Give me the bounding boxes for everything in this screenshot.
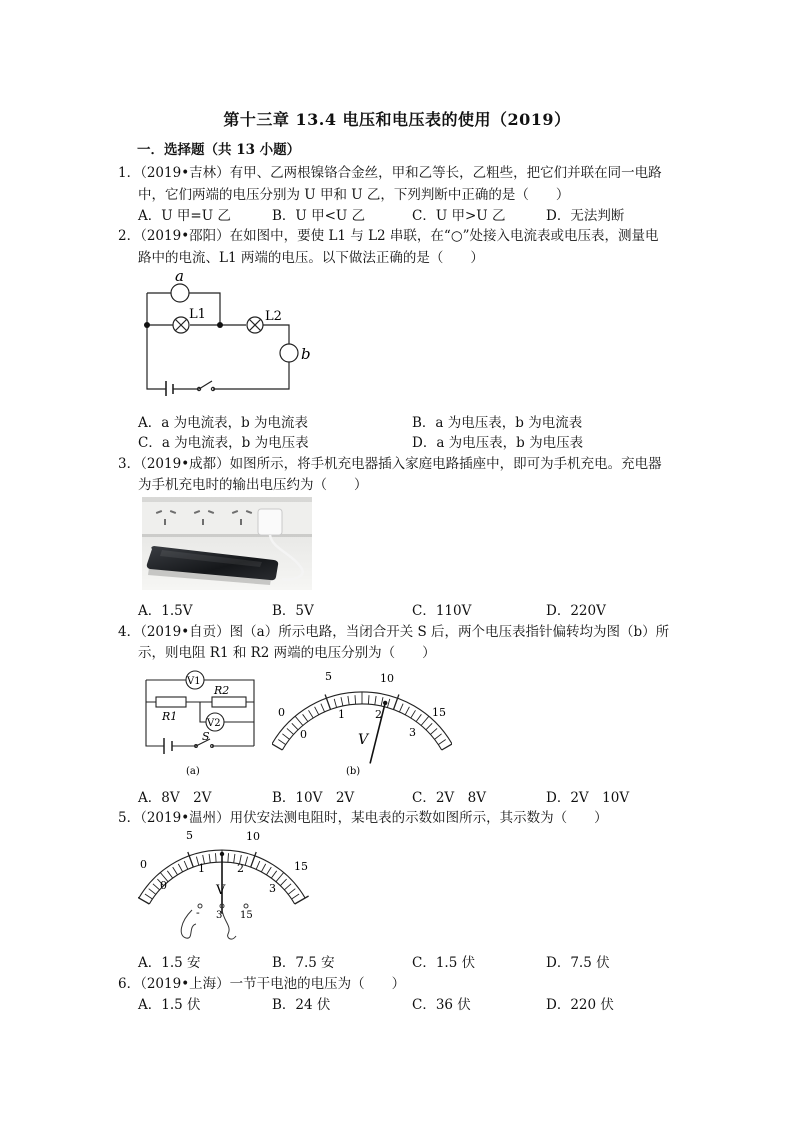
- q6-option-c: C．36 伏: [412, 997, 471, 1013]
- q1-option-c: C．U 甲>U 乙: [412, 208, 506, 224]
- dial5-top-10: 10: [246, 830, 260, 843]
- dial-tick: [292, 894, 300, 899]
- dial5-top-15: 15: [294, 860, 308, 873]
- dial-tick: [416, 714, 421, 721]
- label-r1: R1: [162, 710, 178, 723]
- q5-line1: 5．（2019•温州）用伏安法测电阻时，某电表的示数如图所示，其示数为（ ）: [118, 810, 608, 826]
- q1-option-d: D．无法判断: [546, 208, 625, 224]
- q4-voltmeter-dial-b: [272, 666, 452, 782]
- q3-line2: 为手机充电时的输出电压约为（ ）: [138, 477, 368, 493]
- dial5-top-5: 5: [186, 829, 193, 842]
- battery-icon: [164, 738, 172, 754]
- dial-tick: [435, 734, 442, 740]
- dial-tick: [272, 742, 282, 750]
- dial-tick: [271, 871, 276, 878]
- dial-b-bottom-2: 2: [375, 708, 382, 721]
- junction-dot: [217, 322, 223, 328]
- terminal-15-label: 15: [240, 910, 253, 921]
- junction-dot: [144, 322, 150, 328]
- dial-b-unit: V: [358, 732, 369, 748]
- label-s: S: [202, 730, 210, 743]
- dial-tick: [399, 704, 403, 712]
- dial-needle-tip: [220, 852, 224, 856]
- dial-tick: [321, 704, 325, 712]
- dial-tick: [153, 884, 160, 890]
- q2-option-a: A．a 为电流表，b 为电流表: [138, 415, 309, 431]
- dial-tick: [167, 871, 172, 878]
- q1-line2: 中，它们两端的电压分别为 U 甲和 U 乙，下列判断中正确的是（ ）: [138, 187, 570, 203]
- dial-tick: [282, 734, 289, 740]
- dial-tick: [278, 740, 285, 745]
- dial-tick: [284, 884, 291, 890]
- q4-circuit-a: [142, 666, 262, 782]
- dial-tick: [292, 723, 298, 730]
- dial5-bottom-2: 2: [237, 862, 244, 875]
- dial5-bottom-1: 1: [198, 862, 205, 875]
- dial-tick: [245, 857, 247, 866]
- dial-tick: [411, 710, 416, 718]
- dial5-unit: V: [216, 883, 226, 898]
- dial-tick: [228, 853, 229, 862]
- q3-option-b: B．5V: [272, 603, 314, 619]
- dial5-top-0: 0: [140, 858, 147, 871]
- label-v1: V1: [187, 676, 201, 687]
- page-title: 第十三章 13.4 电压和电压表的使用（2019）: [223, 110, 571, 129]
- dial-tick: [295, 716, 303, 725]
- q6-option-d: D．220 伏: [546, 997, 614, 1013]
- q3-option-c: C．110V: [412, 603, 472, 619]
- dial-tick: [405, 707, 409, 715]
- q2-option-d: D．a 为电压表，b 为电压表: [412, 435, 584, 451]
- label-l2: L2: [265, 309, 282, 324]
- meter-a-circle: [171, 284, 189, 302]
- q4-line2: 示，则电阻 R1 和 R2 两端的电压分别为（ ）: [138, 645, 436, 661]
- wire: [173, 362, 289, 389]
- q6-option-b: B．24 伏: [272, 997, 331, 1013]
- dial-tick: [288, 889, 295, 895]
- resistor-r1: [156, 697, 186, 707]
- q2-option-b: B．a 为电压表，b 为电流表: [412, 415, 583, 431]
- lead-wire: [222, 910, 236, 939]
- label-a: a: [175, 268, 184, 285]
- caption-b: (b): [346, 766, 361, 777]
- q5-option-c: C．1.5 伏: [412, 955, 476, 971]
- lead-wire: [181, 910, 196, 938]
- lamp-l2-cross: [249, 319, 261, 331]
- q5-option-b: B．7.5 安: [272, 955, 335, 971]
- wire: [147, 325, 289, 344]
- label-r2: R2: [214, 684, 230, 697]
- dial-tick: [216, 853, 217, 862]
- q2-line2: 路中的电流、L1 两端的电压。以下做法正确的是（ ）: [138, 250, 484, 266]
- dial-tick: [355, 695, 356, 704]
- q4-option-a: A．8V 2V: [138, 790, 212, 806]
- meter-b-circle: [280, 344, 298, 362]
- dial-tick: [421, 716, 429, 725]
- dial-tick: [381, 697, 383, 706]
- dial-tick: [309, 710, 314, 718]
- dial-tick: [368, 695, 369, 704]
- terminal-3-label: 3: [216, 910, 223, 921]
- resistor-r2: [212, 697, 246, 707]
- dial5-bottom-0: 0: [160, 879, 167, 892]
- q6-option-a: A．1.5 伏: [138, 997, 201, 1013]
- q2-line1: 2．（2019•邵阳）在如图中，要使 L1 与 L2 串联，在“○”处接入电流表或电压表，测量电: [118, 228, 659, 244]
- dial-b-top-10: 10: [380, 672, 394, 685]
- lamp-l1-cross: [175, 319, 187, 331]
- dial-b-top-0: 0: [278, 706, 285, 719]
- q4-option-c: C．2V 8V: [412, 790, 487, 806]
- dial-tick: [442, 742, 452, 750]
- dial-tick: [267, 867, 272, 875]
- dial-tick: [209, 854, 210, 863]
- dial-tick: [149, 889, 156, 895]
- dial-tick: [426, 723, 432, 730]
- label-b: b: [301, 345, 311, 363]
- power-strip: [142, 502, 312, 534]
- dial-tick: [375, 696, 376, 705]
- dial-tick: [173, 867, 178, 875]
- dial-tick: [256, 861, 260, 869]
- q3-option-a: A．1.5V: [138, 603, 193, 619]
- q5-option-a: A．1.5 安: [138, 955, 201, 971]
- q6-line1: 6．（2019•上海）一节干电池的电压为（ ）: [118, 976, 406, 992]
- q4-option-d: D．2V 10V: [546, 790, 630, 806]
- q2-option-c: C．a 为电流表，b 为电压表: [138, 435, 309, 451]
- dial-needle-tip: [383, 701, 387, 705]
- dial-tick: [348, 696, 349, 705]
- q3-option-d: D．220V: [546, 603, 606, 619]
- wire: [147, 293, 166, 389]
- dial-tick: [287, 728, 294, 734]
- q2-circuit-diagram: [138, 268, 318, 396]
- section-heading: 一．选择题（共 13 小题）: [137, 142, 301, 158]
- dial-tick: [315, 707, 319, 715]
- switch-blade: [199, 381, 212, 389]
- dial-tick: [280, 879, 286, 886]
- dial-b-top-15: 15: [432, 706, 446, 719]
- battery-icon: [166, 381, 173, 396]
- dial-b-bottom-1: 1: [338, 708, 345, 721]
- wire: [147, 293, 220, 325]
- phone-charger-photo: [142, 497, 312, 590]
- charger-brick: [258, 509, 282, 535]
- dial-tick: [261, 864, 265, 872]
- q4-line1: 4．（2019•自贡）图（a）所示电路，当闭合开关 S 后，两个电压表指针偏转均为图（b）所: [118, 624, 670, 640]
- q5-voltmeter-dial: [138, 826, 318, 944]
- dial-tick: [184, 861, 188, 869]
- dial-tick: [438, 740, 445, 745]
- q1-option-a: A．U 甲=U 乙: [138, 208, 231, 224]
- q3-line1: 3．（2019•成都）如图所示，将手机充电器插入家庭电路插座中，即可为手机充电。充电器: [118, 456, 662, 472]
- q5-option-d: D．7.5 伏: [546, 955, 610, 971]
- dial-tick: [295, 896, 309, 904]
- q1-option-b: B．U 甲<U 乙: [272, 208, 366, 224]
- dial-scale: [272, 692, 452, 763]
- caption-a: (a): [186, 766, 200, 777]
- label-v2: V2: [207, 718, 221, 729]
- dial-tick: [430, 728, 437, 734]
- dial-tick: [341, 697, 343, 706]
- label-l1: L1: [189, 307, 206, 322]
- dial-tick: [334, 699, 336, 708]
- dial-b-top-5: 5: [325, 670, 332, 683]
- dial-b-bottom-3: 3: [409, 726, 416, 739]
- dial-tick: [276, 873, 284, 882]
- dial-b-bottom-0: 0: [300, 728, 307, 741]
- terminal-15: [244, 904, 248, 908]
- dial-tick: [303, 714, 308, 721]
- q4-option-b: B．10V 2V: [272, 790, 355, 806]
- terminal-minus-label: -: [196, 906, 200, 919]
- dial-tick: [234, 854, 235, 863]
- dial-tick: [145, 894, 153, 899]
- dial5-bottom-3: 3: [269, 882, 276, 895]
- dial-tick: [387, 699, 389, 708]
- q1-line1: 1．（2019•吉林）有甲、乙两根镍铬合金丝，甲和乙等长，乙粗些，把它们并联在同一电路: [118, 165, 662, 181]
- dial-tick: [178, 864, 182, 872]
